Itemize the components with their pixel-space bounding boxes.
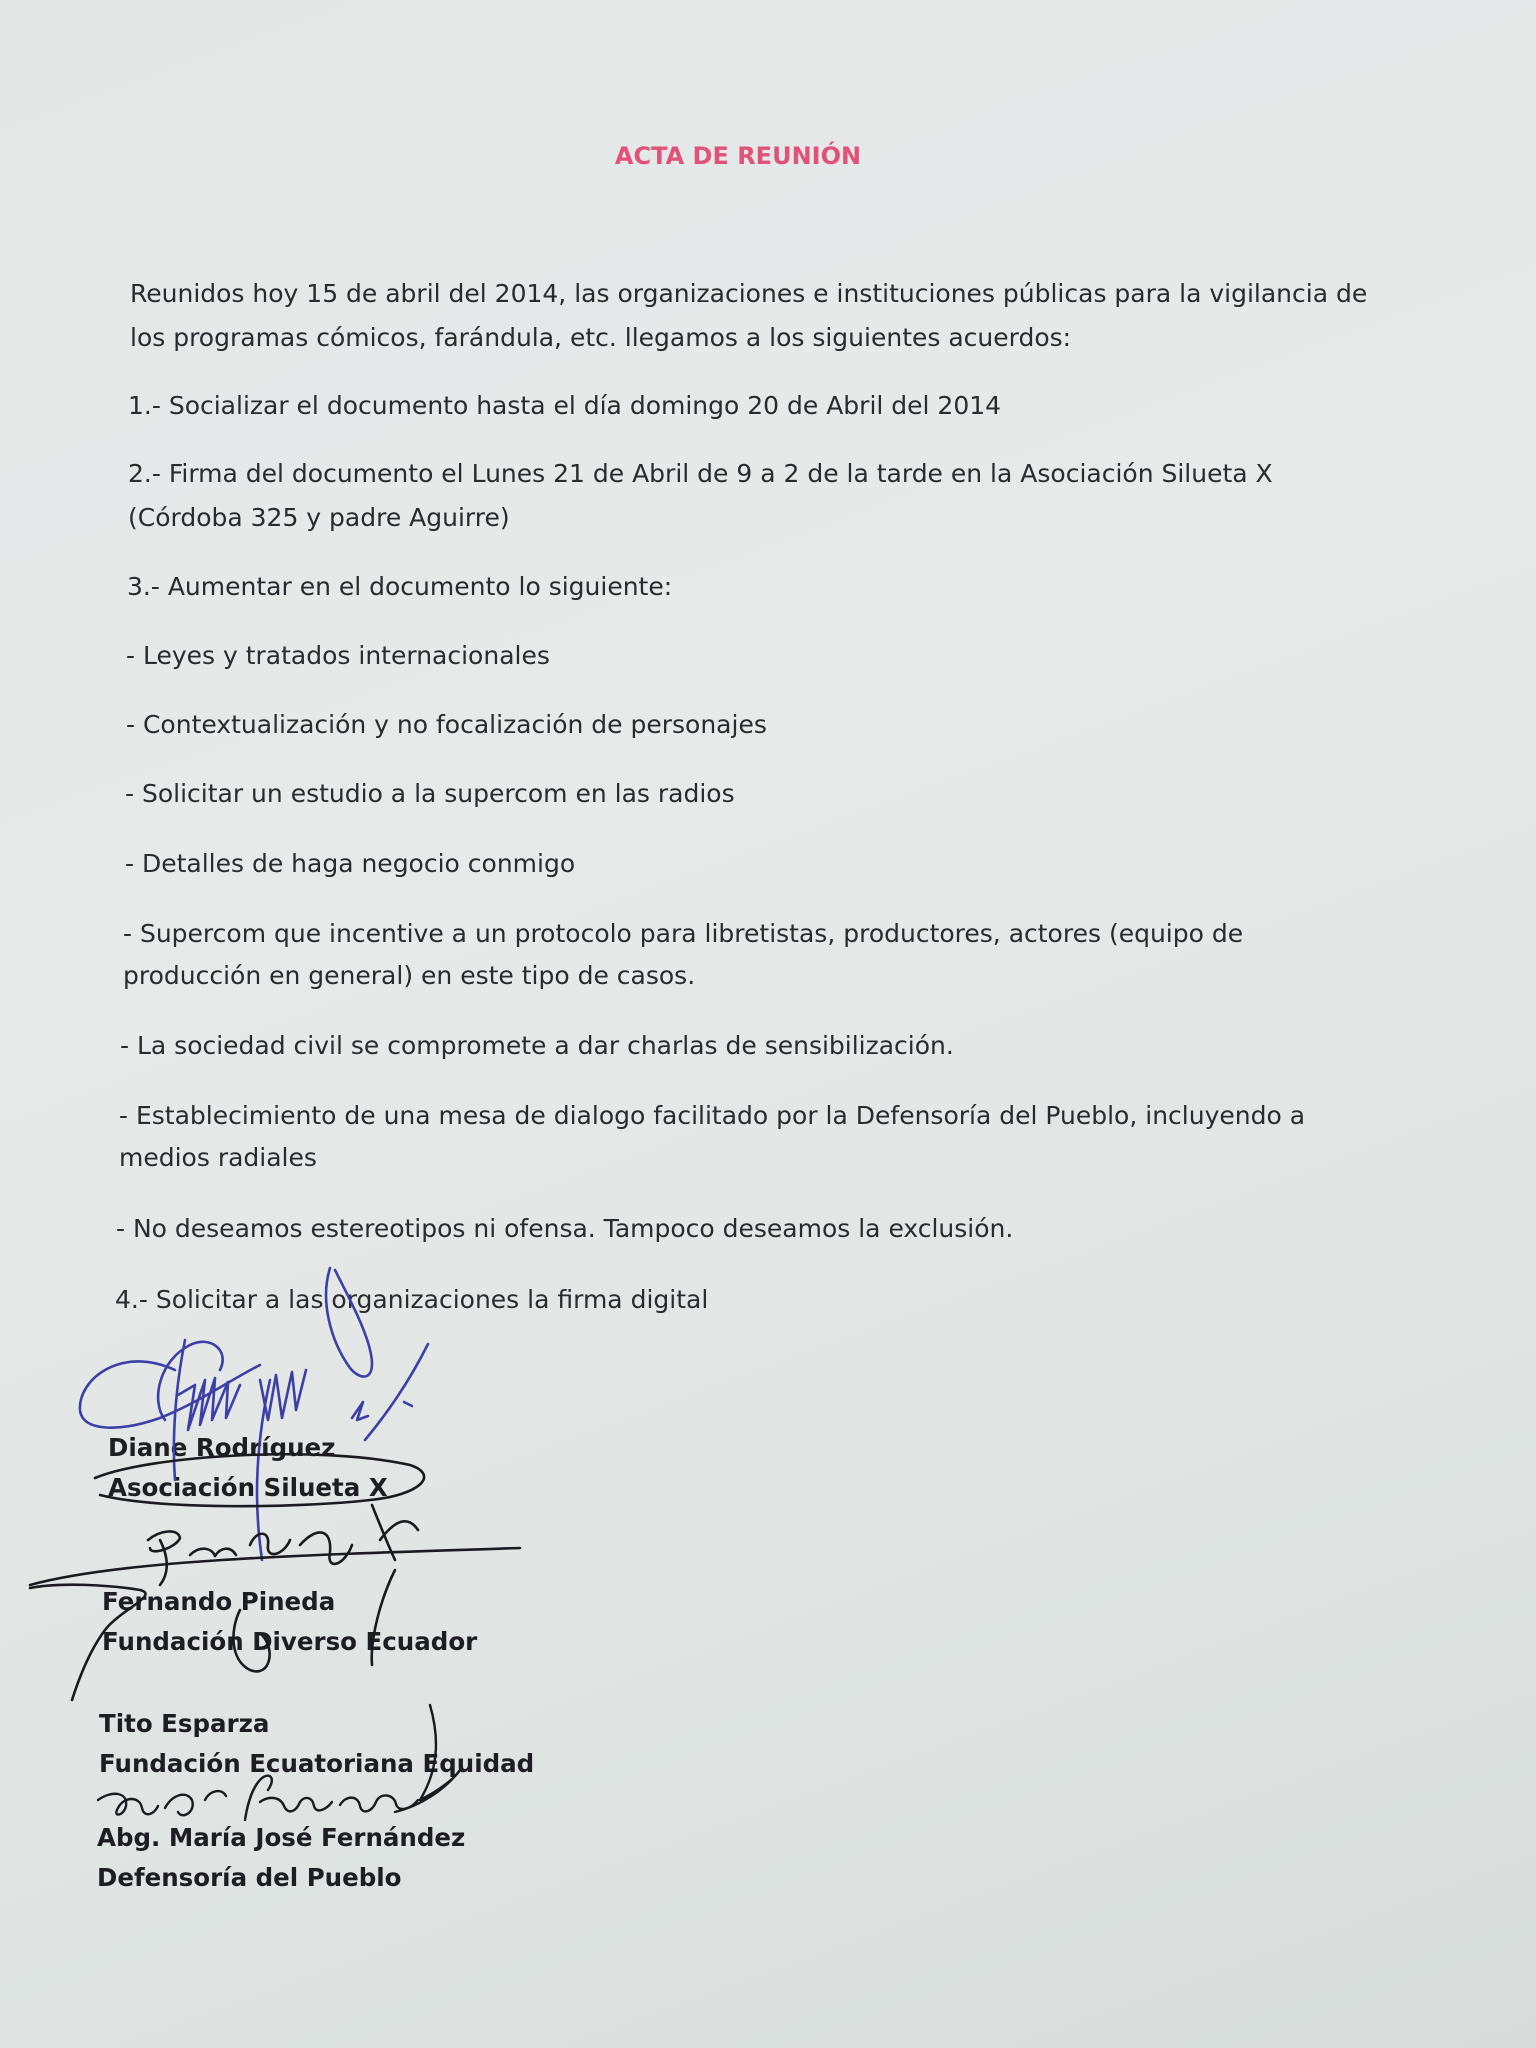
agreement-item-2: 2.- Firma del documento el Lunes 21 de Abril de 9 a 2 de la tarde en la Asociación Silueta X xyxy=(128,459,1273,488)
agreement-item-3: 3.- Aumentar en el documento lo siguiente: xyxy=(127,572,673,601)
list-item-dialogue: - Establecimiento de una mesa de dialogo facilitado por la Defensoría del Pueblo, incluyendo a xyxy=(119,1101,1306,1130)
signatory-1 xyxy=(108,1428,388,1508)
list-item-details: - Detalles de haga negocio conmigo xyxy=(125,849,576,878)
document-title: ACTA DE REUNIÓN xyxy=(614,142,862,170)
signatory-4 xyxy=(97,1818,465,1898)
signatory-name: Tito Esparza xyxy=(99,1709,270,1738)
signatory-org: Fundación Ecuatoriana Equidad xyxy=(99,1749,535,1778)
intro-line-2: los programas cómicos, farándula, etc. llegamos a los siguientes acuerdos: xyxy=(130,323,1072,352)
intro-line-1: Reunidos hoy 15 de abril del 2014, las organizaciones e instituciones públicas para la vigilancia de xyxy=(130,279,1368,308)
agreement-item-4: 4.- Solicitar a las organizaciones la firma digital xyxy=(115,1285,709,1314)
list-item-study: - Solicitar un estudio a la supercom en las radios xyxy=(125,779,735,808)
list-item-dialogue-cont: medios radiales xyxy=(119,1143,317,1172)
agreement-item-1: 1.- Socializar el documento hasta el día domingo 20 de Abril del 2014 xyxy=(128,391,1002,420)
list-item-protocol-cont: producción en general) en este tipo de casos. xyxy=(123,961,696,990)
signatory-org: Asociación Silueta X xyxy=(108,1473,388,1502)
signatory-org: Fundación Diverso Ecuador xyxy=(102,1627,478,1656)
signatory-3 xyxy=(99,1704,534,1784)
signatory-name: Fernando Pineda xyxy=(102,1587,336,1616)
signatory-org: Defensoría del Pueblo xyxy=(97,1863,402,1892)
signatory-name: Diane Rodríguez xyxy=(108,1433,336,1462)
list-item-stereotypes: - No deseamos estereotipos ni ofensa. Tampoco deseamos la exclusión. xyxy=(116,1214,1014,1243)
list-item-protocol: - Supercom que incentive a un protocolo para libretistas, productores, actores (equipo de xyxy=(123,919,1244,948)
signatory-2 xyxy=(102,1582,477,1662)
signatory-name: Abg. María José Fernández xyxy=(97,1823,466,1852)
agreement-item-2-cont: (Córdoba 325 y padre Aguirre) xyxy=(128,503,510,532)
list-item-civil-society: - La sociedad civil se compromete a dar charlas de sensibilización. xyxy=(120,1031,954,1060)
list-item-context: - Contextualización y no focalización de personajes xyxy=(126,710,767,739)
list-item-laws: - Leyes y tratados internacionales xyxy=(126,641,550,670)
